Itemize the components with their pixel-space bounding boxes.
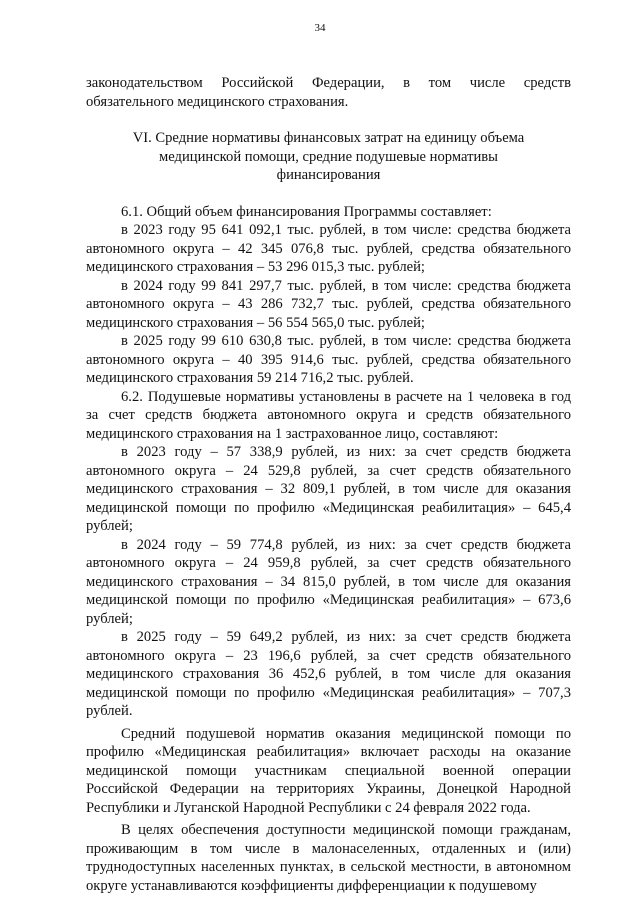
paragraph-2023-per-capita: в 2023 году – 57 338,9 рублей, из них: за счет средств бюджета автономного округа – 24 529,8 рублей, за счет средств обязательного медицинского страхования – 32 809,1 рублей, в том числе для оказания медицинской помощи по профилю «Медицинская реабилитация» – 645,4 рублей;	[86, 444, 571, 534]
page-number: 34	[314, 22, 326, 34]
section-title: VI. Средние нормативы финансовых затрат на единицу объема медицинской помощи, средние подушевые нормативы финансирования	[132, 130, 525, 183]
document-body	[86, 74, 571, 895]
paragraph-2025-per-capita: в 2025 году – 59 649,2 рублей, из них: за счет средств бюджета автономного округа – 23 196,6 рублей, за счет средств обязательного медицинского страхования 36 452,6 рублей, в том числе для оказания медицинской помощи по профилю «Медицинская реабилитация» – 707,3 рублей.	[86, 629, 571, 719]
paragraph-2025-total: в 2025 году 99 610 630,8 тыс. рублей, в том числе: средства бюджета автономного округа – 40 395 914,6 тыс. рублей, средства обязательного медицинского страхования 59 214 716,2 тыс. рублей.	[86, 333, 571, 386]
paragraph-2024-per-capita: в 2024 году – 59 774,8 рублей, из них: за счет средств бюджета автономного округа – 24 959,8 рублей, за счет средств обязательного медицинского страхования – 34 815,0 рублей, в том числе для оказания медицинской помощи по профилю «Медицинская реабилитация» – 673,6 рублей;	[86, 536, 571, 627]
paragraph-6-1: 6.1. Общий объем финансирования Программы составляет:	[121, 203, 492, 220]
paragraph-accessibility: В целях обеспечения доступности медицинской помощи гражданам, проживающим в том числе в малонаселенных, отдаленных и (или) труднодоступных населенных пунктах, в сельской местности, в автономном округе устанавливаются коэффициенты дифференциации к подушевому	[86, 822, 571, 894]
paragraph-intro: законодательством Российской Федерации, в том числе средств обязательного медицинского страхования.	[86, 75, 571, 110]
paragraph-2024-total: в 2024 году 99 841 297,7 тыс. рублей, в том числе: средства бюджета автономного округа – 43 286 732,7 тыс. рублей, средства обязательного медицинского страхования – 56 554 565,0 тыс. рублей;	[86, 277, 571, 331]
paragraph-6-2: 6.2. Подушевые нормативы установлены в расчете на 1 человека в год за счет средств бюджета автономного округа и средств обязательного медицинского страхования на 1 застрахованное лицо, составляют:	[86, 388, 571, 442]
paragraph-rehabilitation: Средний подушевой норматив оказания медицинской помощи по профилю «Медицинская реабилитация» включает расходы на оказание медицинской помощи участникам специальной военной операции Российской Федерации на территориях Украины, Донецкой Народной Республики и Луганской Народной Республики с 24 февраля 2022 года.	[86, 725, 571, 816]
paragraph-2023-total: в 2023 году 95 641 092,1 тыс. рублей, в том числе: средства бюджета автономного округа – 42 345 076,8 тыс. рублей, средства обязательного медицинского страхования – 53 296 015,3 тыс. рублей;	[86, 222, 571, 275]
